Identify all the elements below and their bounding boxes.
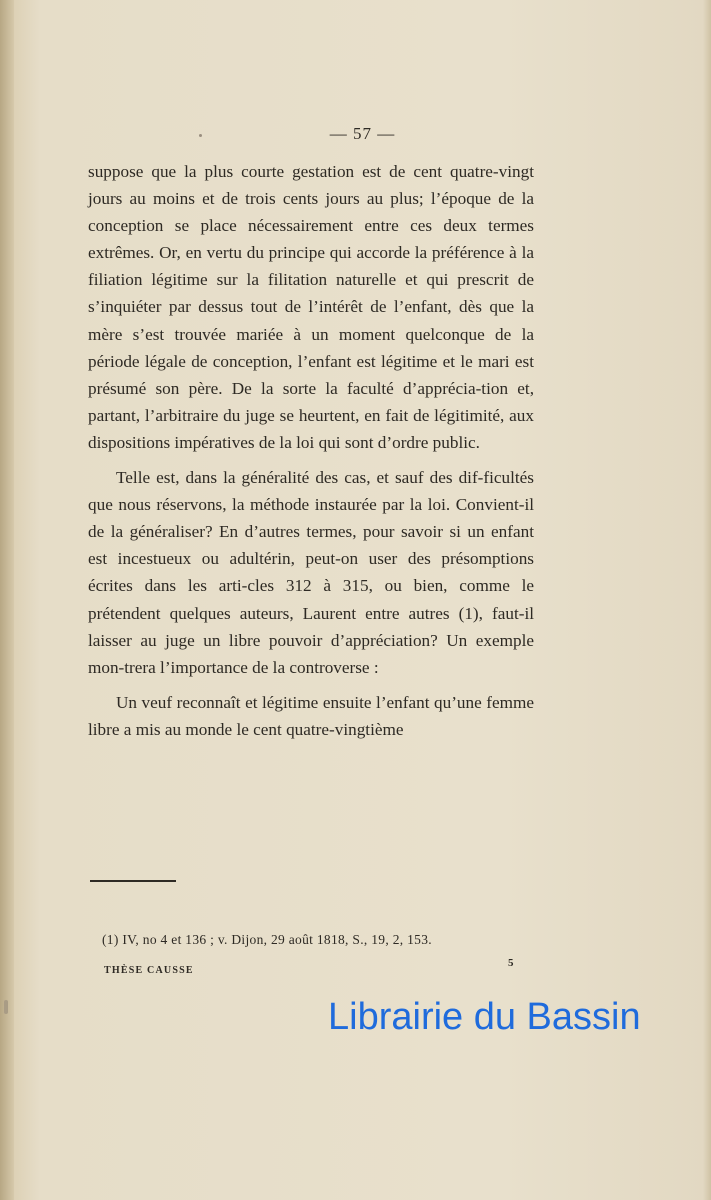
signature-mark: THÈSE CAUSSE bbox=[104, 965, 194, 976]
body-text bbox=[88, 158, 534, 743]
gutter-shadow bbox=[0, 0, 14, 1200]
paragraph-method: Telle est, dans la généralité des cas, et sauf des dif-ficultés que nous réservons, la méthode instaurée par la loi. Convient-il de la généraliser? En d’autres termes, pour savoir si un enfant est incestueux ou adultérin, peut-on user des présomptions écrites dans les arti-cles 312 à 315, ou bien, comme le prétendent quelques auteurs, Laurent entre autres (1), faut-il laisser au juge un libre pouvoir d’appréciation? Un exemple mon-trera l’importance de la controverse : bbox=[88, 468, 534, 677]
paper-speck bbox=[4, 1000, 8, 1014]
paper-speck bbox=[199, 134, 202, 137]
watermark-text: Librairie du Bassin bbox=[328, 996, 641, 1038]
sheet-number: 5 bbox=[508, 957, 514, 969]
paragraph-continuation: suppose que la plus courte gestation est de cent quatre-vingt jours au moins et de trois cents jours au plus; l’époque de la conception se place nécessairement entre ces deux termes extrêmes. Or, en vertu du principe qui accorde la préférence à la filiation légitime sur la filitation naturelle et qui prescrit de s’inquiéter par dessus tout de l’intérêt de l’enfant, dès que la mère s’est trouvée mariée à un moment quelconque de la période légale de conception, l’enfant est légitime et le mari est présumé son père. De la sorte la faculté d’apprécia-tion et, partant, l’arbitraire du juge se heurtent, en fait de légitimité, aux dispositions impératives de la loi qui sont d’ordre public. bbox=[88, 162, 534, 452]
page-number: — 57 — bbox=[329, 124, 396, 143]
paragraph-example: Un veuf reconnaît et légitime ensuite l’enfant qu’une femme libre a mis au monde le cent quatre-vingtième bbox=[88, 692, 534, 739]
footnote: (1) IV, no 4 et 136 ; v. Dijon, 29 août 1818, S., 19, 2, 153. bbox=[102, 932, 432, 947]
footnote-divider bbox=[90, 880, 176, 882]
page-edge bbox=[703, 0, 711, 1200]
